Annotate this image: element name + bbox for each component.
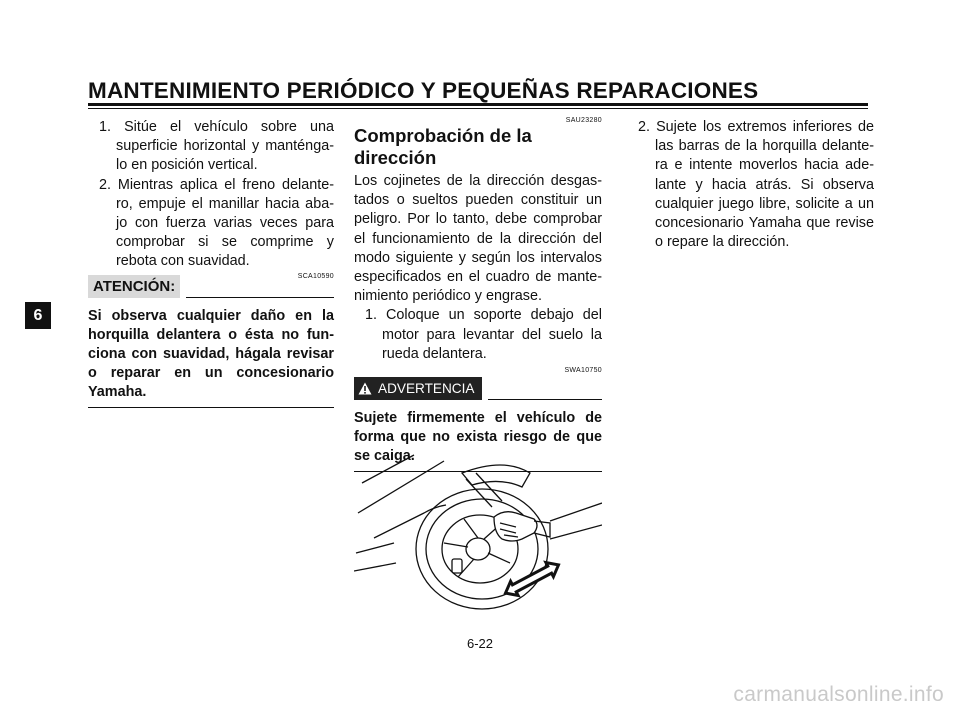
steering-check-illustration (354, 443, 602, 611)
section-intro: Los cojinetes de la dirección desgas-tados o sueltos pueden constituir un peligro. Por lo tanto, debe comprobar el funcionamiento de la dirección del modo siguiente y según los intervalos especificados en el cuadro de mante-nimiento periódico y engrase. (354, 173, 602, 305)
warning-label: ADVERTENCIA (378, 381, 475, 397)
header-rule-thin (88, 108, 868, 109)
step-1: 1. Coloque un soporte debajo del motor para levantar del suelo la rueda delantera. (365, 307, 602, 362)
notice-end-rule (88, 407, 334, 408)
step-1: 1. Sitúe el vehículo sobre una superficie horizontal y manténga-lo en posición vertical. (99, 119, 334, 174)
page-number: 6-22 (466, 636, 494, 651)
page-header-title: MANTENIMIENTO PERIÓDICO Y PEQUEÑAS REPARACIONES (88, 78, 759, 103)
column-3 (627, 118, 874, 252)
step-2: 2. Mientras aplica el freno delante-ro, empuje el manillar hacia aba-jo con fuerza varias veces para comprobar si se comprime y rebota con suavidad. (99, 176, 334, 270)
warning-triangle-icon (358, 382, 372, 395)
warning-badge (354, 377, 482, 400)
section-code: SAU23280 (565, 117, 602, 124)
section-title: Comprobación de la dirección (354, 125, 532, 168)
step-2: 2. Sujete los extremos inferiores de las barras de la horquilla delante-ra e intente moverlos hacia ade-lante y hacia atrás. Si observa cualquier juego libre, solicite a un concesionario Yamaha que revise o repare la dirección. (638, 119, 874, 251)
column-1 (88, 118, 334, 408)
header-rule (88, 103, 868, 106)
warning-text: Sujete firmemente el vehículo de forma que no exista riesgo de que se caiga. (354, 410, 602, 465)
warning-notice-header (354, 377, 602, 400)
warning-code: SWA10750 (564, 367, 602, 375)
notice-line (186, 297, 334, 298)
site-watermark[interactable]: carmanualsonline.info (733, 683, 944, 706)
attention-text: Si observa cualquier daño en la horquilla delantera o ésta no fun-ciona con suavidad, hágala revisar o reparar en un concesionario Yamaha. (88, 307, 334, 401)
attention-label: ATENCIÓN: (88, 275, 180, 298)
notice-code: SCA10590 (297, 272, 334, 280)
notice-line (488, 399, 602, 400)
chapter-tab: 6 (25, 302, 51, 329)
double-arrow-icon (502, 558, 562, 600)
column-2 (354, 116, 602, 472)
